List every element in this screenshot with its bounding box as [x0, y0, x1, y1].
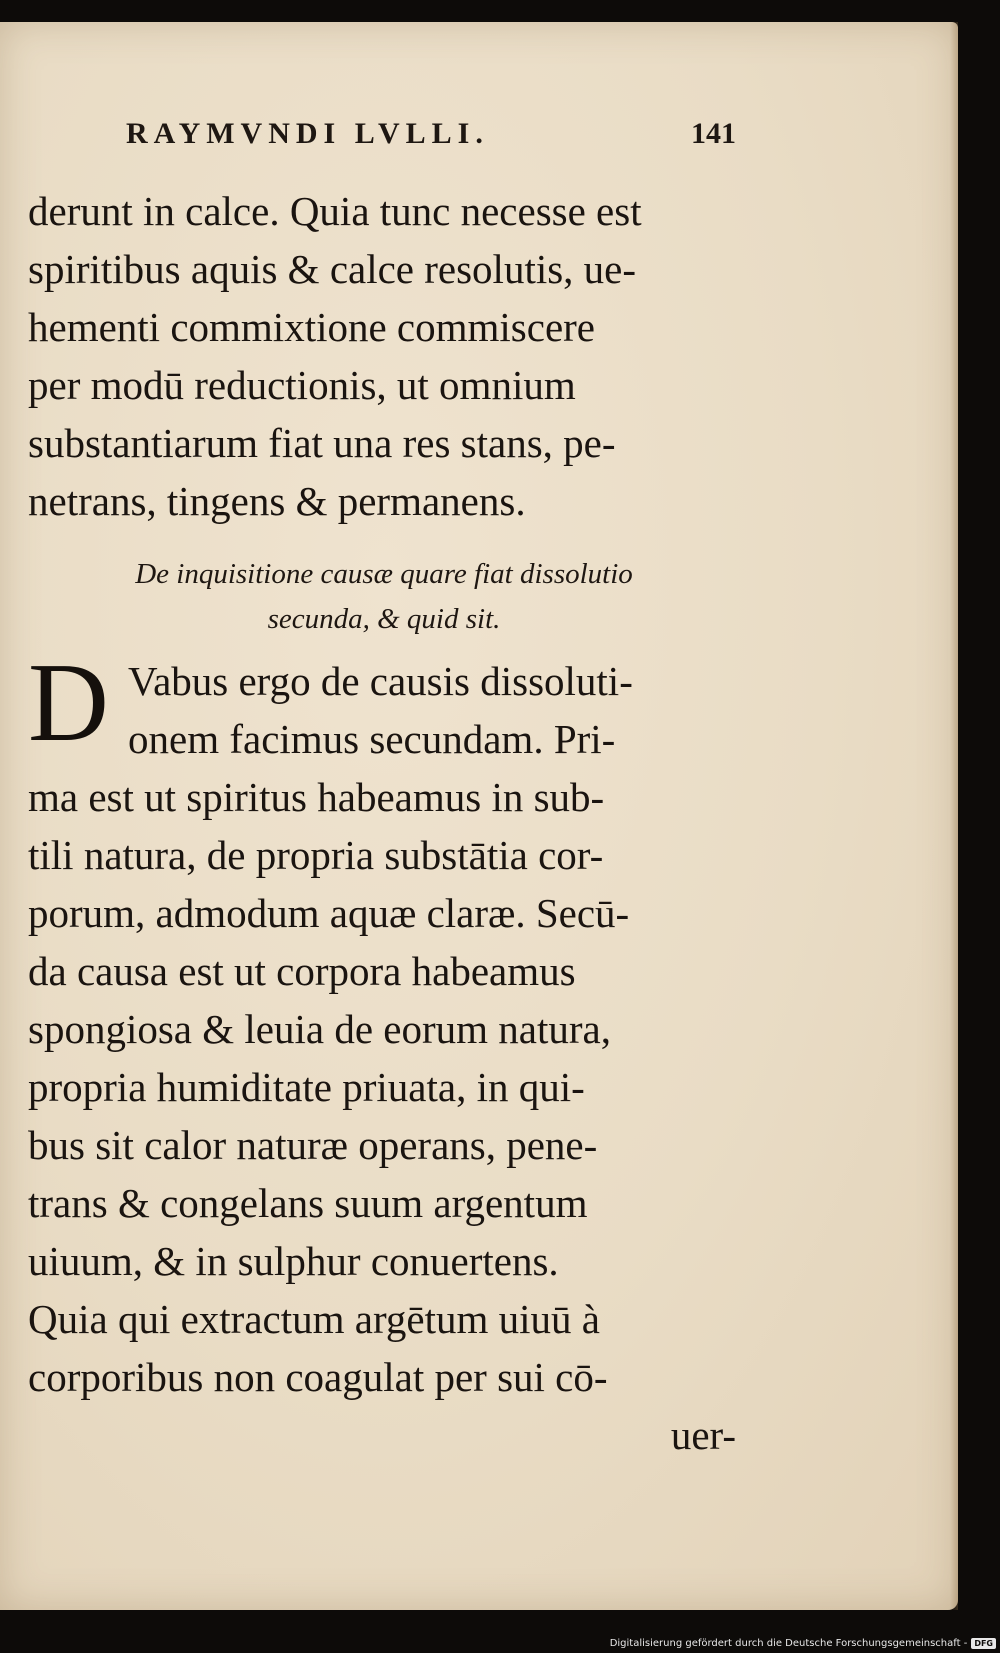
text-line: uiuum, & in sulphur conuertens. [28, 1238, 559, 1284]
page-number: 141 [691, 117, 736, 150]
text-line: hementi commixtione commiscere [28, 304, 595, 350]
running-title: RAYMVNDI LVLLI. [126, 117, 489, 150]
paragraph-2 [28, 641, 740, 1464]
text-line: spongiosa & leuia de eorum natura, [28, 1006, 611, 1052]
book-page [0, 22, 958, 1610]
text-line: per modū reductionis, ut omnium [28, 362, 576, 408]
heading-line: De inquisitione causæ quare fiat dissolutio [135, 558, 633, 590]
text-line: corporibus non coagulat per sui cō- [28, 1354, 608, 1400]
text-line: bus sit calor naturæ operans, pene- [28, 1122, 598, 1168]
running-head [126, 117, 736, 167]
heading-line: secunda, & quid sit. [267, 603, 501, 635]
text-line: netrans, tingens & permanens. [28, 478, 526, 524]
text-line: derunt in calce. Quia tunc necesse est [28, 188, 642, 234]
text-line: porum, admodum aquæ claræ. Secū- [28, 890, 630, 936]
page-edge [950, 22, 958, 1610]
paragraph-1 [28, 182, 740, 530]
section-heading [28, 552, 740, 642]
dfg-logo: DFG [971, 1638, 996, 1649]
text-line: propria humiditate priuata, in qui- [28, 1064, 585, 1110]
text-line: spiritibus aquis & calce resolutis, ue- [28, 246, 637, 292]
text-block [28, 182, 740, 1458]
text-line: ma est ut spiritus habeamus in sub- [28, 774, 605, 820]
credit-text: Digitalisierung gefördert durch die Deutsche Forschungsgemeinschaft - [609, 1638, 968, 1649]
text-line: substantiarum fiat una res stans, pe- [28, 420, 616, 466]
digitization-credit [610, 1638, 996, 1649]
drop-cap: D [28, 641, 109, 765]
text-line: Quia qui extractum argētum uiuū à [28, 1296, 600, 1342]
catchword: uer- [670, 1412, 736, 1458]
text-line: onem facimus secundam. Pri- [128, 716, 616, 762]
text-line: da causa est ut corpora habeamus [28, 948, 576, 994]
text-line: Vabus ergo de causis dissoluti- [128, 658, 633, 704]
text-line: tili natura, de propria substātia cor- [28, 832, 604, 878]
text-line: trans & congelans suum argentum [28, 1180, 588, 1226]
